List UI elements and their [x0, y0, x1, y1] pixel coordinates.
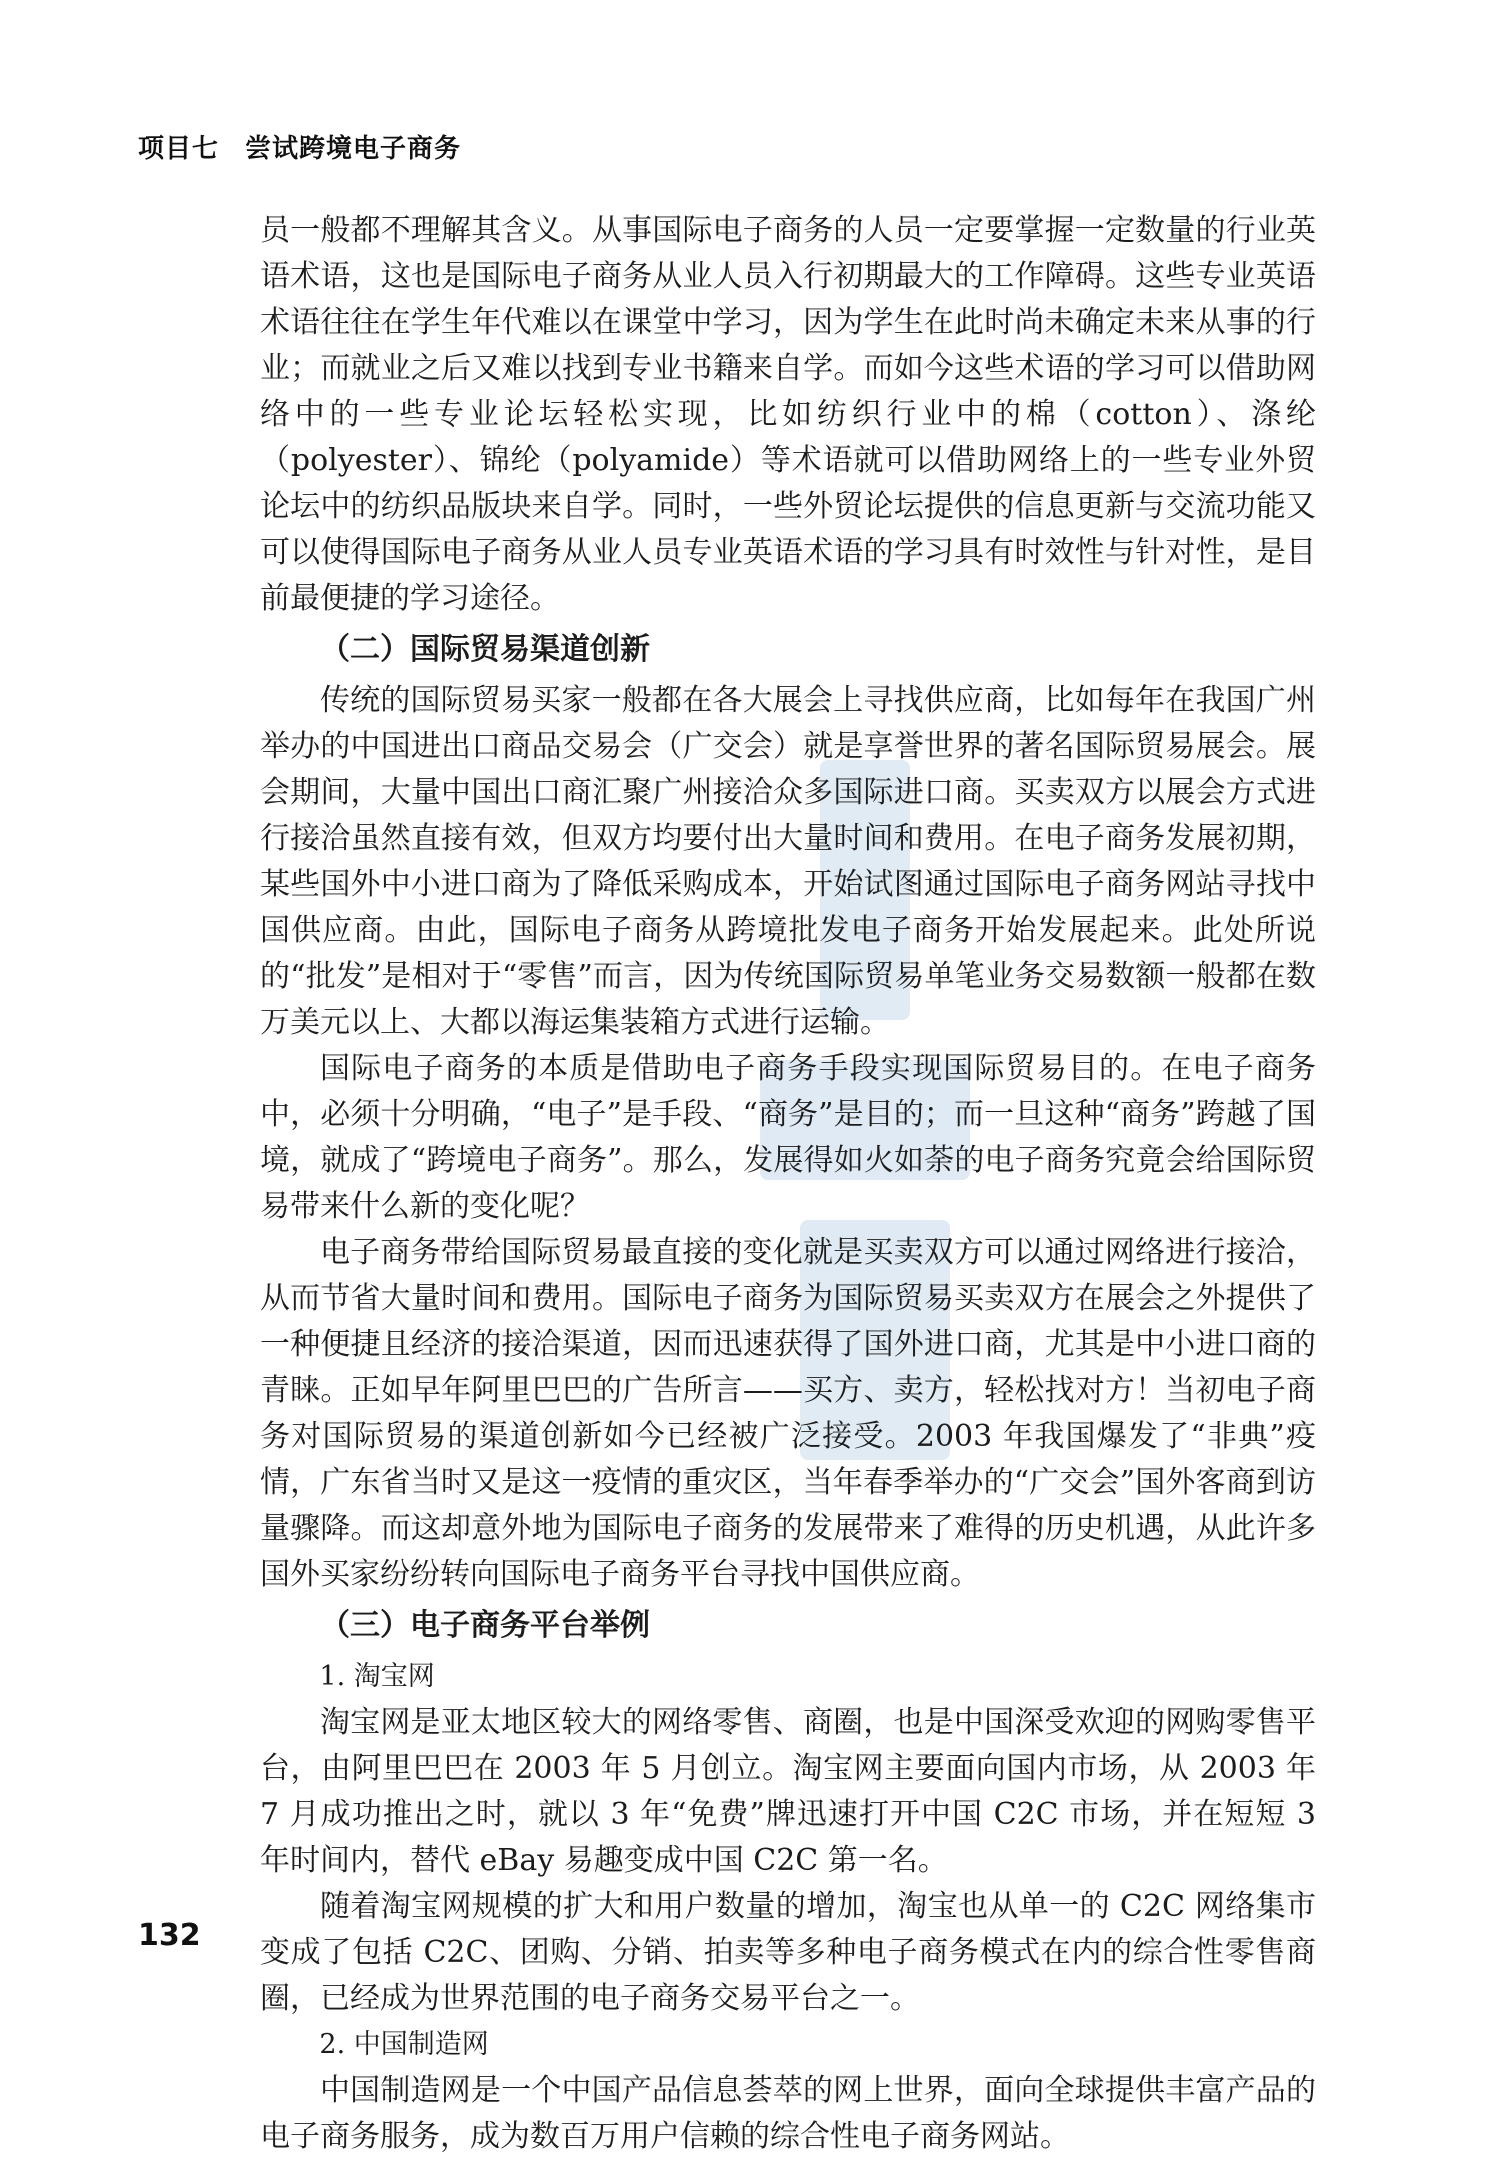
subheading-taobao: 1. 淘宝网 [319, 1661, 435, 1692]
paragraph-made-in-china: 中国制造网是一个中国产品信息荟萃的网上世界，面向全球提供丰富产品的电子商务服务，成为数百万用户信赖的综合性电子商务网站。 [260, 2073, 1316, 2154]
paragraph-taobao-growth: 随着淘宝网规模的扩大和用户数量的增加，淘宝也从单一的 C2C 网络集市变成了包括 C2C、团购、分销、拍卖等多种电子商务模式在内的综合性零售商圈，已经成为世界范围的电子商务交易平台之一。 [260, 1889, 1316, 2016]
running-header [138, 128, 461, 165]
header-title: 尝试跨境电子商务 [245, 134, 462, 164]
page-number: 132 [138, 1918, 201, 1953]
paragraph-taobao-intro: 淘宝网是亚太地区较大的网络零售、商圈，也是中国深受欢迎的网购零售平台，由阿里巴巴在 2003 年 5 月创立。淘宝网主要面向国内市场，从 2003 年 7 月成功推出之时，就以 3 年“免费”牌迅速打开中国 C2C 市场，并在短短 3 年时间内，替代 eBay 易趣变成中国 C2C 第一名。 [260, 1705, 1316, 1878]
paragraph-ecommerce-essence: 国际电子商务的本质是借助电子商务手段实现国际贸易目的。在电子商务中，必须十分明确，“电子”是手段、“商务”是目的；而一旦这种“商务”跨越了国境，就成了“跨境电子商务”。那么，发展得如火如荼的电子商务究竟会给国际贸易带来什么新的变化呢？ [260, 1051, 1316, 1224]
paragraph-terms: 员一般都不理解其含义。从事国际电子商务的人员一定要掌握一定数量的行业英语术语，这也是国际电子商务从业人员入行初期最大的工作障碍。这些专业英语术语往往在学生年代难以在课堂中学习，因为学生在此时尚未确定未来从事的行业；而就业之后又难以找到专业书籍来自学。而如今这些术语的学习可以借助网络中的一些专业论坛轻松实现，比如纺织行业中的棉（cotton）、涤纶（polyester）、锦纶（polyamide）等术语就可以借助网络上的一些专业外贸论坛中的纺织品版块来自学。同时，一些外贸论坛提供的信息更新与交流功能又可以使得国际电子商务从业人员专业英语术语的学习具有时效性与针对性，是目前最便捷的学习途径。 [260, 213, 1316, 616]
section-heading-platform-examples: （三）电子商务平台举例 [320, 1608, 650, 1643]
header-project: 项目七 [138, 134, 220, 164]
section-heading-trade-channel: （二）国际贸易渠道创新 [320, 632, 650, 667]
page-body [260, 208, 1316, 2160]
paragraph-traditional-trade: 传统的国际贸易买家一般都在各大展会上寻找供应商，比如每年在我国广州举办的中国进出口商品交易会（广交会）就是享誉世界的著名国际贸易展会。展会期间，大量中国出口商汇聚广州接洽众多国际进口商。买卖双方以展会方式进行接洽虽然直接有效，但双方均要付出大量时间和费用。在电子商务发展初期，某些国外中小进口商为了降低采购成本，开始试图通过国际电子商务网站寻找中国供应商。由此，国际电子商务从跨境批发电子商务开始发展起来。此处所说的“批发”是相对于“零售”而言，因为传统国际贸易单笔业务交易数额一般都在数万美元以上、大都以海运集装箱方式进行运输。 [260, 683, 1316, 1040]
subheading-made-in-china: 2. 中国制造网 [319, 2029, 489, 2060]
paragraph-direct-change: 电子商务带给国际贸易最直接的变化就是买卖双方可以通过网络进行接洽，从而节省大量时间和费用。国际电子商务为国际贸易买卖双方在展会之外提供了一种便捷且经济的接洽渠道，因而迅速获得了国外进口商，尤其是中小进口商的青睐。正如早年阿里巴巴的广告所言——买方、卖方，轻松找对方！当初电子商务对国际贸易的渠道创新如今已经被广泛接受。2003 年我国爆发了“非典”疫情，广东省当时又是这一疫情的重灾区，当年春季举办的“广交会”国外客商到访量骤降。而这却意外地为国际电子商务的发展带来了难得的历史机遇，从此许多国外买家纷纷转向国际电子商务平台寻找中国供应商。 [260, 1235, 1316, 1592]
